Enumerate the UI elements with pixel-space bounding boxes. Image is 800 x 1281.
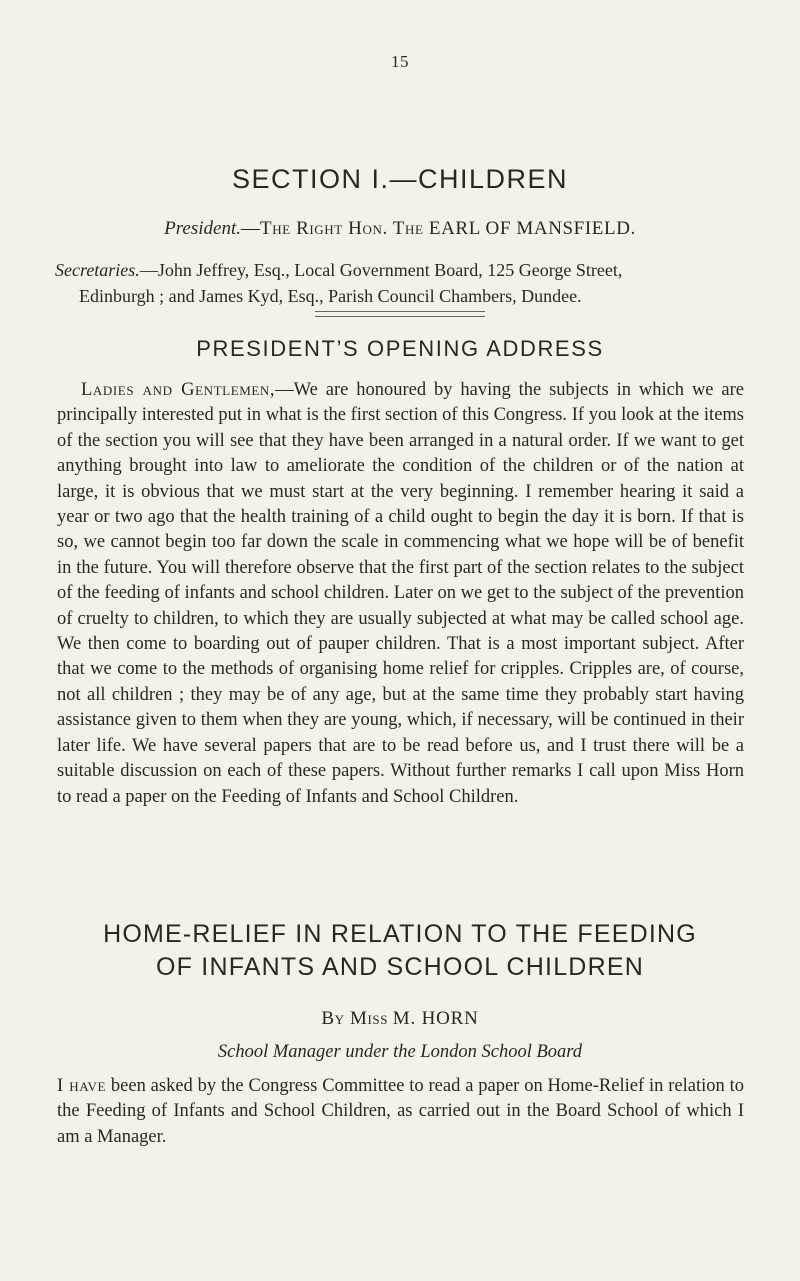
president-name: The Right Hon. The EARL OF MANSFIELD. [260, 218, 636, 239]
author-name: M. HORN [392, 1008, 479, 1029]
address-body-text: —We are honoured by having the subjects in which we are principally interested put in what is the first section of this Congress. If you look at the items of the section you will see that they have been arranged in a natural order. If we want to get anything brought into law to ameliorate the condition of the children or of the nation at large, it is obvious that we must start at the very beginning. I remember hearing it said a year or two ago that the health training of a child ought to begin the day it is born. If that is so, we cannot begin too far down the scale in commencing what we hope will be of benefit in the future. You will therefore observe that the first part of the section relates to the subject of the feeding of infants and school children. Later on we get to the subject of the prevention of cruelty to children, to which they are usually subjected at what may be called school age. We then come to boarding out of pauper children. That is a most important subject. After that we come to the methods of organising home relief for cripples. Cripples are, of course, not all children ; they may be of any age, but at the same time they probably start having assistance given to them when they are young, which, if necessary, will be continued in their later life. We have several papers that are to be read before us, and I trust there will be a suitable discussion on each of these papers. Without further remarks I call upon Miss Horn to read a paper on the Feeding of Infants and School Children. [57, 380, 744, 807]
byline-prefix: By Miss [321, 1008, 389, 1029]
paper-title-line-2: OF INFANTS AND SCHOOL CHILDREN [156, 953, 644, 981]
address-heading: PRESIDENT’S OPENING ADDRESS [196, 336, 604, 361]
paper-body-text: been asked by the Congress Committee to read a paper on Home-Relief in relation to the Feeding of Infants and School Children, as carried out in the Board School of which I am a Manager. [57, 1076, 744, 1147]
section-title: SECTION I.—CHILDREN [231, 164, 569, 194]
secretaries-block [55, 257, 745, 309]
secretaries-role: Secretaries. [55, 260, 140, 280]
page-number: 15 [391, 52, 409, 71]
president-role: President. [164, 218, 241, 239]
address-salutation: Ladies and Gentlemen, [81, 380, 276, 400]
double-rule-divider [315, 311, 485, 317]
paper-title [0, 918, 800, 984]
secretaries-dash: — [139, 260, 158, 280]
president-line [0, 218, 800, 240]
paper-byline [0, 1008, 800, 1030]
secretaries-line-1: John Jeffrey, Esq., Local Government Board, 125 George Street, [157, 260, 623, 280]
address-paragraph [57, 378, 744, 810]
secretaries-line-2: Edinburgh ; and James Kyd, Esq., Parish Council Chambers, Dundee. [79, 286, 582, 306]
author-affiliation: School Manager under the London School Board [217, 1042, 583, 1062]
paper-opening-paragraph [57, 1074, 744, 1150]
paper-opening-words: I have [57, 1076, 107, 1096]
paper-title-line-1: HOME-RELIEF IN RELATION TO THE FEEDING [103, 920, 697, 948]
president-dash: — [241, 218, 260, 239]
